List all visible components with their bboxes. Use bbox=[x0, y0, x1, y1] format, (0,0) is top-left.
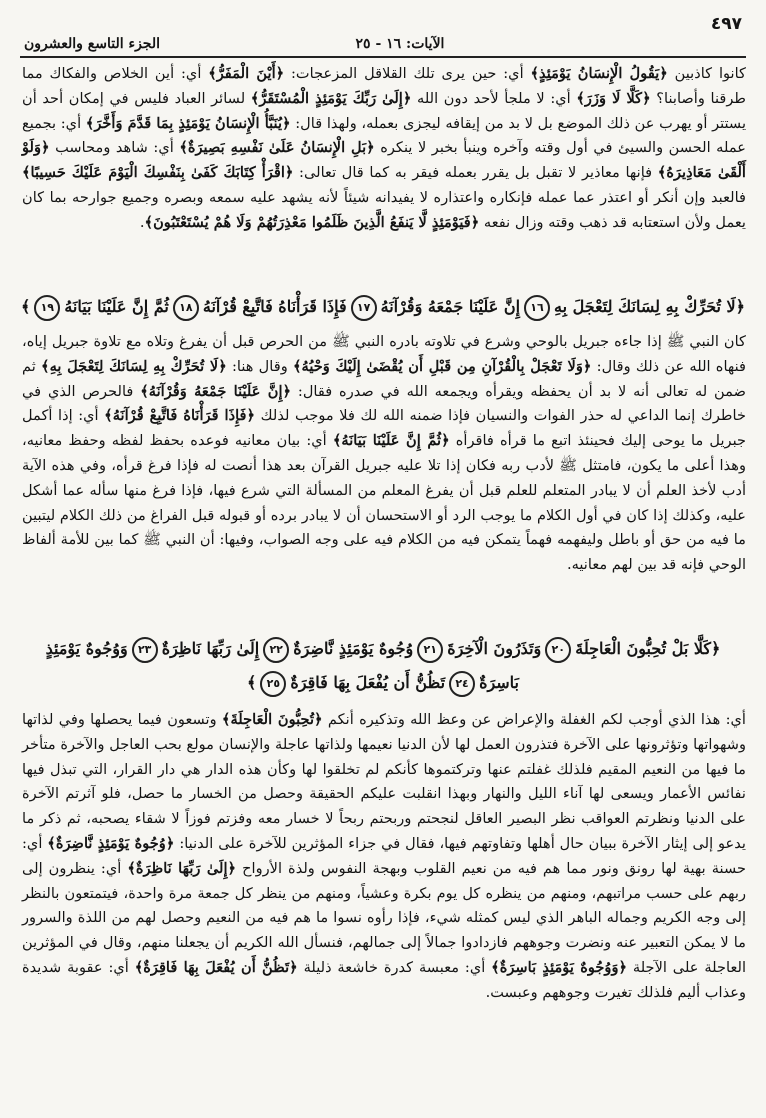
verse-text: تَظُنُّ أَن يُفْعَلَ بِهَا فَاقِرَةٌ bbox=[290, 673, 446, 692]
verse-text: وَوُجُوهٌ يَوْمَئِذٍ bbox=[45, 639, 128, 658]
commentary-text: لسائر العباد فليس في إمكان أحد أن يستتر أو يهرب عن ذلك الموضع بل لا بد من إيقافه ليجزى بعمله، ولهذا قال: bbox=[22, 89, 747, 132]
commentary-text: . bbox=[139, 213, 145, 231]
verse-text: ﴿كَلَّا بَلْ تُحِبُّونَ الْعَاجِلَةَ bbox=[575, 639, 721, 658]
commentary-text: أي: معبسة كدرة خاشعة ذليلة bbox=[297, 958, 492, 976]
verses-label: الآيات: ١٦ - ٢٥ bbox=[355, 36, 445, 52]
quran-quote: ﴿وَلَوْ أَلْقَىٰ مَعَاذِيرَهُ﴾ bbox=[22, 139, 746, 182]
tafsir-section-2 bbox=[22, 330, 746, 578]
verse-number-marker: ٢٠ bbox=[545, 637, 571, 663]
commentary-text: كان النبي ﷺ إذا جاءه جبريل بالوحي وشرع في تلاوته بادره النبي ﷺ من الحرص قبل أن يفرغ وتلاه مع تلاوة جبريل إياه، فنهاه الله عن ذلك وقال: bbox=[22, 333, 746, 375]
tafsir-section-1 bbox=[22, 62, 746, 236]
verse-number-marker: ١٦ bbox=[524, 295, 550, 321]
commentary-text: أي: أين الخلاص والفكاك مما طرقنا وأصابنا؟ bbox=[22, 65, 747, 107]
quran-quote: ﴿تَظُنُّ أَن يُفْعَلَ بِهَا فَاقِرَةٌ﴾ bbox=[134, 958, 298, 976]
quran-quote: ﴿وَلَا تَعْجَلْ بِالْقُرْآنِ مِن قَبْلِ أَن يُقْضَىٰ إِلَيْكَ وَحْيُهُ﴾ bbox=[292, 357, 592, 375]
quran-quote: ﴿لَا تُحَرِّكْ بِهِ لِسَانَكَ لِتَعْجَلَ بِهِ﴾ bbox=[41, 357, 227, 375]
commentary-text: وتسعون فيما يحصلها وفي لذاتها وشهواتها وتؤثرونها على الآخرة فتذرون العمل لها لأن الدنيا نعيمها ولذاتها عاجلة والإنسان مولع بحب العاجل والآخرة متأخر ما فيها من النعيم المقيم فلذلك غفلتم عنها وتركتموها كأنكم لم تخلقوا لها وكأن هذه الدار هي دار القرار، التي تبذل فيها نفائس الأعمار ويسعى لها آناء الليل والنهار وبهذا انقلبت عليكم الحقيقة وحصل من الخسار ما حصل، فلو آثرتم الآخرة على الدنيا ونظرتم العواقب نظر البصير العاقل لنجحتم وربحتم ربحاً لا خسار معه وفزتم فوزاً لا شقاء يصحبه، ثم ذكر ما يدعو إلى إيثار الآخرة ببيان حال أهلها وتفاوتهم فيها، فقال في جزاء المؤثرين للآخرة على الدنيا: bbox=[22, 711, 746, 852]
commentary-text: أي: لا ملجأ لأحد دون الله bbox=[411, 89, 577, 107]
commentary-text: أي: حسنة بهية لها رونق ونور مما هم فيه من نعيم القلوب وبهجة النفوس ولذة الأرواح bbox=[22, 834, 746, 877]
quran-quote: ﴿كَلَّا لَا وَزَرَ﴾ bbox=[576, 89, 651, 107]
commentary-text: أي: بيان معانيه فوعده بحفظ لفظه وحفظ معانيه، وهذا أعلى ما يكون، فامتثل ﷺ لأدب ربه فكان إذا تلا عليه جبريل القرآن بعد هذا أنصت له فإذا فرغ قرأه، وفي هذه الآية أدب لأخذ العلم أن لا يبادر المتعلم للعلم قبل أن يفرغ المعلم من المسألة التي شرع فيها، فإذا فرغ منها سأله عما أشكل عليه، وكذلك إذا كان في أول الكلام ما يوجب الرد أو الاستحسان أن لا يبادر برده أو قبوله قبل الفراغ من ذلك الكلام ليتبين ما فيه من حق أو باطل وليفهمه فهماً يتمكن فيه من الكلام فيه على وجه الصواب، وفيها: أن النبي ﷺ كما بين للأمة ألفاظ الوحي فإنه قد بين لهم معانيه. bbox=[22, 432, 746, 574]
quran-verses-block-1 bbox=[20, 290, 746, 324]
verse-text: وُجُوهٌ يَوْمَئِذٍ نَّاضِرَةٌ bbox=[293, 639, 414, 658]
quran-quote: ﴿فَيَوْمَئِذٍ لَّا يَنفَعُ الَّذِينَ ظَلَمُوا مَعْذِرَتُهُمْ وَلَا هُمْ يُسْتَعْتَبُونَ﴾ bbox=[144, 213, 480, 231]
commentary-text: أي: بجميع عمله الحسن والسيئ في أول وقته وآخره وينبأ بخبر لا ينكره bbox=[22, 114, 746, 157]
commentary-text: فالحرص الذي في خاطرك إنما الداعي له حذر الفوات والنسيان فإذا ضمنه الله لك فلا موجب لذلك bbox=[22, 382, 746, 425]
verse-line bbox=[20, 290, 746, 324]
commentary-text: ثم ضمن له تعالى أنه لا بد أن يحفظه ويقرأه ويجمعه الله في صدره فقال: bbox=[22, 357, 746, 400]
quran-quote: ﴿ثُمَّ إِنَّ عَلَيْنَا بَيَانَهُ﴾ bbox=[332, 432, 450, 450]
paragraph bbox=[22, 62, 746, 236]
verse-text: إِلَىٰ رَبِّهَا نَاظِرَةٌ bbox=[161, 639, 260, 658]
part-label: الجزء التاسع والعشرون bbox=[24, 36, 161, 52]
quran-quote: ﴿إِلَىٰ رَبِّهَا نَاظِرَةٌ﴾ bbox=[127, 859, 237, 877]
verse-number-marker: ٢٢ bbox=[263, 637, 289, 663]
commentary-text: أي: عقوبة شديدة وعذاب أليم فلذلك تغيرت وجوههم وعبست. bbox=[22, 958, 746, 1001]
quran-quote: ﴿بَلِ الْإِنسَانُ عَلَىٰ نَفْسِهِ بَصِيرَةٌ﴾ bbox=[179, 139, 375, 157]
quran-quote: ﴿اقْرَأْ كِتَابَكَ كَفَىٰ بِنَفْسِكَ الْيَوْمَ عَلَيْكَ حَسِيبًا﴾ bbox=[22, 164, 294, 182]
commentary-text: أي: إذا أكمل جبريل ما يوحى إليك فحينئذ اتبع ما قرأه فاقرأه bbox=[22, 407, 747, 450]
commentary-text: وقال هنا: bbox=[226, 357, 293, 375]
verse-text: ثُمَّ إِنَّ عَلَيْنَا بَيَانَهُ bbox=[64, 297, 169, 316]
quran-quote: ﴿وُجُوهٌ يَوْمَئِذٍ نَّاضِرَةٌ﴾ bbox=[47, 834, 175, 852]
commentary-text: فالعبد وإن أنكر أو اعتذر عما عمله فإنكاره واعتذاره لا يفيدانه شيئاً لأنه يشهد عليه سمعه وبصره وجميع جوارحه بما كان يعمل ولأن استعتابه قد ذهب وقته وزال نفعه bbox=[22, 188, 746, 231]
paragraph bbox=[22, 708, 746, 1006]
verse-number-marker: ١٧ bbox=[351, 295, 377, 321]
verse-text: بَاسِرَةٌ bbox=[479, 673, 520, 692]
verse-text: ﴾ bbox=[20, 297, 31, 316]
verse-text: ﴾ bbox=[246, 673, 257, 692]
verse-text: فَإِذَا قَرَأْنَاهُ فَاتَّبِعْ قُرْآنَهُ bbox=[202, 297, 347, 316]
verse-line bbox=[20, 666, 746, 700]
commentary-text: كانوا كاذبين bbox=[667, 65, 747, 82]
verse-number-marker: ٢٣ bbox=[132, 637, 158, 663]
verse-text: إِنَّ عَلَيْنَا جَمْعَهُ وَقُرْآنَهُ bbox=[380, 297, 521, 316]
verse-number-marker: ٢٤ bbox=[449, 671, 475, 697]
quran-quote: ﴿إِلَىٰ رَبِّكَ يَوْمَئِذٍ الْمُسْتَقَرُّ﴾ bbox=[250, 89, 412, 107]
page-number: ٤٩٧ bbox=[710, 14, 742, 34]
page-header bbox=[20, 10, 746, 58]
quran-quote: ﴿فَإِذَا قَرَأْنَاهُ فَاتَّبِعْ قُرْآنَهُ﴾ bbox=[104, 407, 256, 425]
verse-line bbox=[20, 632, 746, 666]
verse-text: وَتَذَرُونَ الْآخِرَةَ bbox=[447, 639, 542, 658]
commentary-text: أي: هذا الذي أوجب لكم الغفلة والإعراض عن وعظ الله وتذكيره أنكم bbox=[322, 711, 746, 728]
verse-number-marker: ١٩ bbox=[34, 295, 60, 321]
verse-number-marker: ٢١ bbox=[417, 637, 443, 663]
verse-text: ﴿لَا تُحَرِّكْ بِهِ لِسَانَكَ لِتَعْجَلَ بِهِ bbox=[554, 297, 746, 316]
tafsir-section-3 bbox=[22, 708, 746, 1006]
verse-number-marker: ٢٥ bbox=[260, 671, 286, 697]
commentary-text: فإنها معاذير لا تقبل بل يقرر بعمله فيقر به كما قال تعالى: bbox=[293, 164, 658, 182]
quran-quote: ﴿وَوُجُوهٌ يَوْمَئِذٍ بَاسِرَةٌ﴾ bbox=[491, 958, 628, 976]
quran-quote: ﴿إِنَّ عَلَيْنَا جَمْعَهُ وَقُرْآنَهُ﴾ bbox=[140, 382, 292, 400]
quran-verses-block-2 bbox=[20, 632, 746, 700]
quran-quote: ﴿أَيْنَ الْمَفَرُّ﴾ bbox=[208, 65, 285, 82]
quran-quote: ﴿يُنَبَّأُ الْإِنسَانُ يَوْمَئِذٍ بِمَا قَدَّمَ وَأَخَّرَ﴾ bbox=[85, 114, 291, 132]
commentary-text: أي: شاهد ومحاسب bbox=[49, 139, 180, 157]
commentary-text: أي: ينظرون إلى ربهم على حسب مراتبهم، ومنهم من ينظره كل يوم بكرة وعشياً، ومنهم من ينظر كل جمعة مرة واحدة، فيتمتعون بالنظر إلى وجه الكريم وجماله الباهر الذي ليس كمثله شيء، فإذا رأوه نسوا ما هم فيه من النعيم وحصل لهم من اللذة والسرور ما لا يمكن التعبير عنه ونضرت وجوههم فازدادوا جمالاً إلى جمالهم، فنسأل الله الكريم أن يجعلنا منهم، وقال في المؤثرين العاجلة على الآجلة bbox=[22, 859, 746, 976]
quran-quote: ﴿يَقُولُ الْإِنسَانُ يَوْمَئِذٍ﴾ bbox=[530, 65, 668, 82]
paragraph bbox=[22, 330, 746, 578]
commentary-text: أي: حين يرى تلك القلاقل المزعجات: bbox=[284, 65, 531, 82]
quran-quote: ﴿تُحِبُّونَ الْعَاجِلَةَ﴾ bbox=[221, 711, 323, 728]
verse-number-marker: ١٨ bbox=[173, 295, 199, 321]
